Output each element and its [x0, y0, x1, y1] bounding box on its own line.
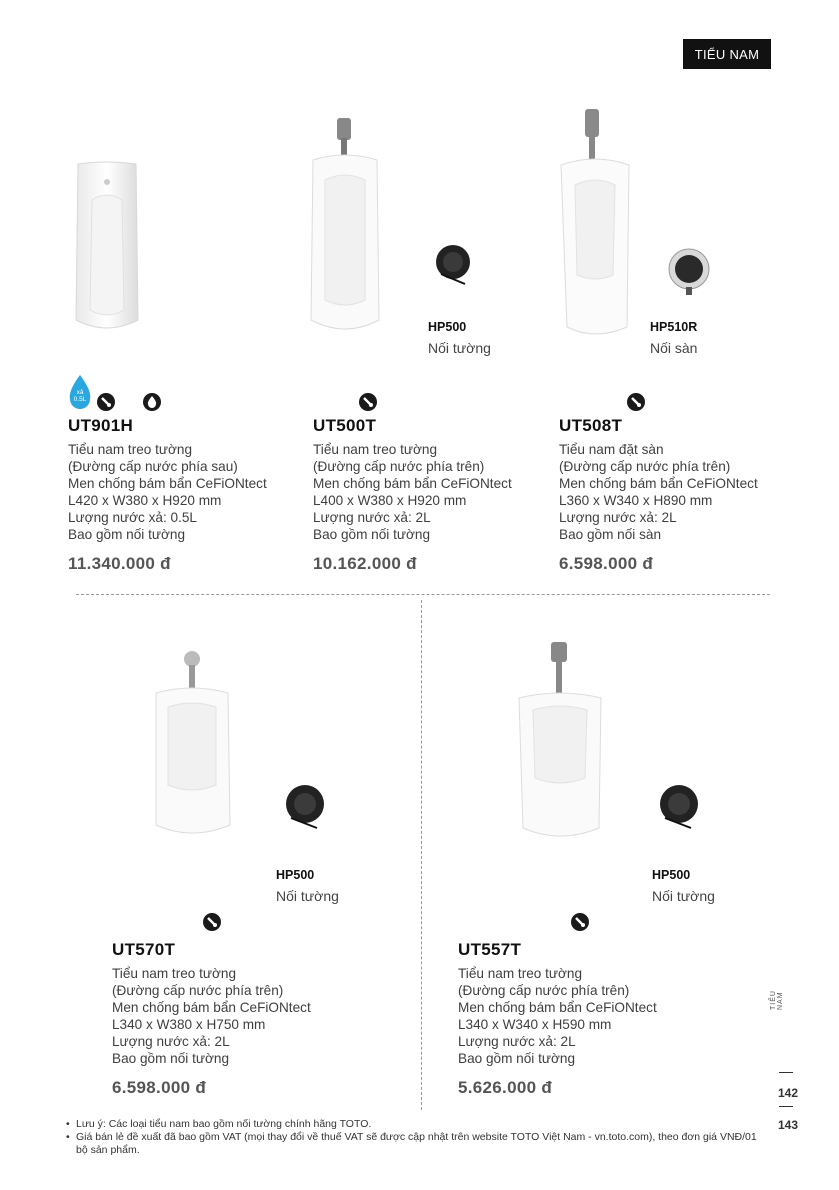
ut508t-image [555, 105, 635, 345]
cefiontect-icon [571, 913, 589, 931]
product-description: Tiểu nam treo tường (Đường cấp nước phía trên) Men chống bám bẩn CeFiONtect L340 x W380 x H750 mm Lượng nước xả: 2L Bao gồm nối tường [112, 966, 311, 1066]
side-section-label: TIỂU NAM [770, 990, 784, 1010]
accessory-sub: Nối tường [652, 888, 715, 904]
ut500t-image [305, 110, 385, 340]
cefiontect-icon [203, 913, 221, 931]
product-description: Tiểu nam treo tường (Đường cấp nước phía trên) Men chống bám bẩn CeFiONtect L400 x W380 x H920 mm Lượng nước xả: 2L Bao gồm nối tường [313, 442, 512, 542]
divider [779, 1106, 793, 1107]
water-drop-icon [143, 393, 161, 411]
accessory-code: HP510R [650, 320, 698, 334]
badge-line-2: 0.5L [73, 396, 87, 403]
divider [779, 1072, 793, 1073]
cefiontect-icon [627, 393, 645, 411]
product-price: 6.598.000 đ [559, 554, 654, 573]
section-tag: TIỂU NAM [683, 39, 771, 69]
product-code: UT901H [68, 416, 134, 435]
ut570t-image [150, 645, 235, 840]
product-price: 11.340.000 đ [68, 554, 171, 573]
hp500-image [283, 780, 327, 832]
hp500-image [657, 780, 701, 832]
product-price: 10.162.000 đ [313, 554, 417, 573]
cefiontect-icon [97, 393, 115, 411]
note-item: • Lưu ý: Các loại tiểu nam bao gồm nối tường chính hãng TOTO. [66, 1118, 766, 1131]
flush-volume-icon [68, 375, 92, 409]
page-number: 143 [778, 1118, 799, 1132]
hp510r-image [665, 245, 713, 297]
accessory-code: HP500 [652, 868, 691, 882]
accessory-code: HP500 [428, 320, 467, 334]
product-code: UT500T [313, 416, 377, 435]
product-code: UT508T [559, 416, 623, 435]
page-number: 142 [778, 1086, 799, 1100]
product-description: Tiểu nam đặt sàn (Đường cấp nước phía trên) Men chống bám bẩn CeFiONtect L360 x W340 x H890 mm Lượng nước xả: 2L Bao gồm nối sàn [559, 442, 758, 542]
accessory-sub: Nối tường [428, 340, 491, 356]
note-item: • Giá bán lẻ đề xuất đã bao gồm VAT (mọi thay đổi về thuế VAT sẽ được cập nhật trên website TOTO Việt Nam - vn.toto.com), theo đơn giá VNĐ/01 bộ sản phẩm. [66, 1131, 766, 1157]
cefiontect-icon [359, 393, 377, 411]
product-description: Tiểu nam treo tường (Đường cấp nước phía sau) Men chống bám bẩn CeFiONtect L420 x W380 x H920 mm Lượng nước xả: 0.5L Bao gồm nối tường [68, 442, 267, 542]
divider [76, 594, 770, 595]
product-code: UT570T [112, 940, 176, 959]
accessory-code: HP500 [276, 868, 315, 882]
ut557t-image [515, 638, 605, 843]
product-price: 6.598.000 đ [112, 1078, 207, 1097]
badge-line-1: xả [76, 389, 84, 396]
accessory-sub: Nối sàn [650, 340, 698, 356]
product-price: 5.626.000 đ [458, 1078, 553, 1097]
divider [421, 600, 422, 1110]
accessory-sub: Nối tường [276, 888, 339, 904]
product-code: UT557T [458, 940, 522, 959]
product-description: Tiểu nam treo tường (Đường cấp nước phía trên) Men chống bám bẩn CeFiONtect L340 x W340 x H590 mm Lượng nước xả: 2L Bao gồm nối tường [458, 966, 657, 1066]
footnotes [66, 1118, 766, 1157]
hp500-image [435, 240, 475, 288]
ut901h-image [72, 160, 142, 340]
